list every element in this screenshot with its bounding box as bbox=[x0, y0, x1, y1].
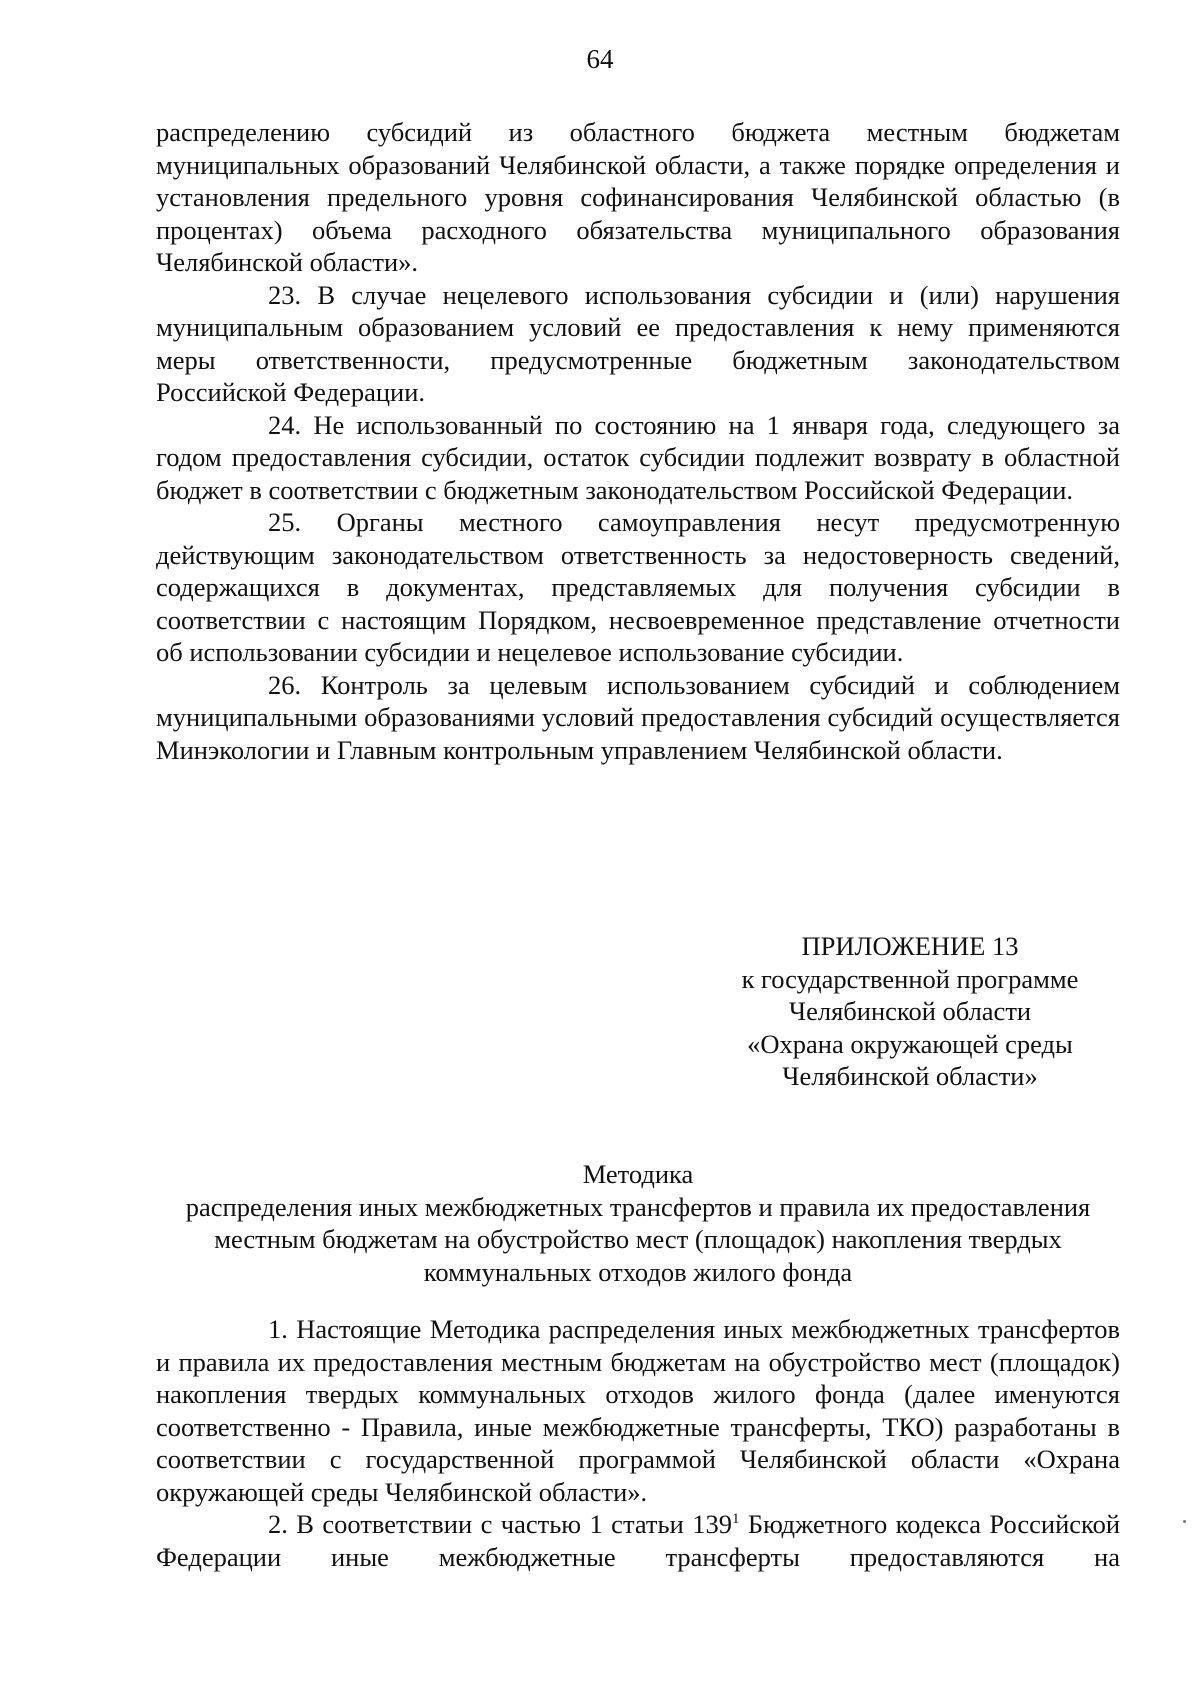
paragraph-25: 25. Органы местного самоуправления несут предусмотренную действующим законодательством ответственность за недостоверность сведений, содержащихся в документах, представляемых для получения субсидии в соответствии с настоящим Порядком, несвоевременное представление отчетности об использовании субсидии и нецелевое использование субсидии. bbox=[156, 507, 1120, 667]
title-line: коммунальных отходов жилого фонда bbox=[423, 1256, 853, 1287]
scan-speck bbox=[1183, 1520, 1186, 1523]
document-title bbox=[156, 1158, 1120, 1288]
paragraph-2 bbox=[156, 1508, 1120, 1573]
paragraph-1: 1. Настоящие Методика распределения иных межбюджетных трансфертов и правила их предоставления местным бюджетам на обустройство мест (площадок) накопления твердых коммунальных отходов жилого фонда (далее именуются соответственно - Правила, иные межбюджетные трансферты, ТКО) разработаны в соответствии с государственной программой Челябинской области «Охрана окружающей среды Челябинской области». bbox=[156, 1314, 1120, 1507]
appendix-heading: ПРИЛОЖЕНИЕ 13 bbox=[801, 931, 1019, 961]
superscript: 1 bbox=[731, 1511, 740, 1528]
title-line: местным бюджетам на обустройство мест (площадок) накопления твердых bbox=[214, 1224, 1062, 1254]
title-line: распределения иных межбюджетных трансфертов и правила их предоставления bbox=[185, 1191, 1091, 1222]
paragraph-24: 24. Не использованный по состоянию на 1 января года, следующего за годом предоставления субсидии, остаток субсидии подлежит возврату в областной бюджет в соответствии с бюджетным законодательством Российской Федерации. bbox=[156, 409, 1120, 505]
body-text-block bbox=[156, 1313, 1120, 1573]
title-heading: Методика bbox=[582, 1159, 694, 1189]
paragraph-2-text-cont: Бюджетного кодекса Российской Федерации иные межбюджетные трансферты предоставляются на bbox=[156, 1509, 1121, 1572]
paragraph-26: 26. Контроль за целевым использованием субсидий и соблюдением муниципальными образованиями условий предоставления субсидий осуществляется Минэкологии и Главным контрольным управлением Челябинской области. bbox=[156, 669, 1120, 765]
appendix-header bbox=[700, 930, 1120, 1093]
appendix-line: Челябинской области» bbox=[782, 1061, 1038, 1091]
page-number: 64 bbox=[586, 44, 614, 74]
top-text-block bbox=[156, 116, 1120, 766]
appendix-line: к государственной программе bbox=[741, 963, 1079, 994]
paragraph-23: 23. В случае нецелевого использования субсидии и (или) нарушения муниципальным образованием условий ее предоставления к нему применяются меры ответственности, предусмотренные бюджетным законодательством Российской Федерации. bbox=[156, 279, 1120, 407]
paragraph-2-text: 2. В соответствии с частью 1 статьи 139 bbox=[268, 1509, 732, 1539]
appendix-line: Челябинской области bbox=[788, 996, 1032, 1026]
paragraph-continuation: распределению субсидий из областного бюджета местным бюджетам муниципальных образований Челябинской области, а также порядке определения и установления предельного уровня софинансирования Челябинской областью (в процентах) объема расходного обязательства муниципального образования Челябинской области». bbox=[156, 117, 1120, 277]
appendix-line: «Охрана окружающей среды bbox=[747, 1028, 1073, 1059]
